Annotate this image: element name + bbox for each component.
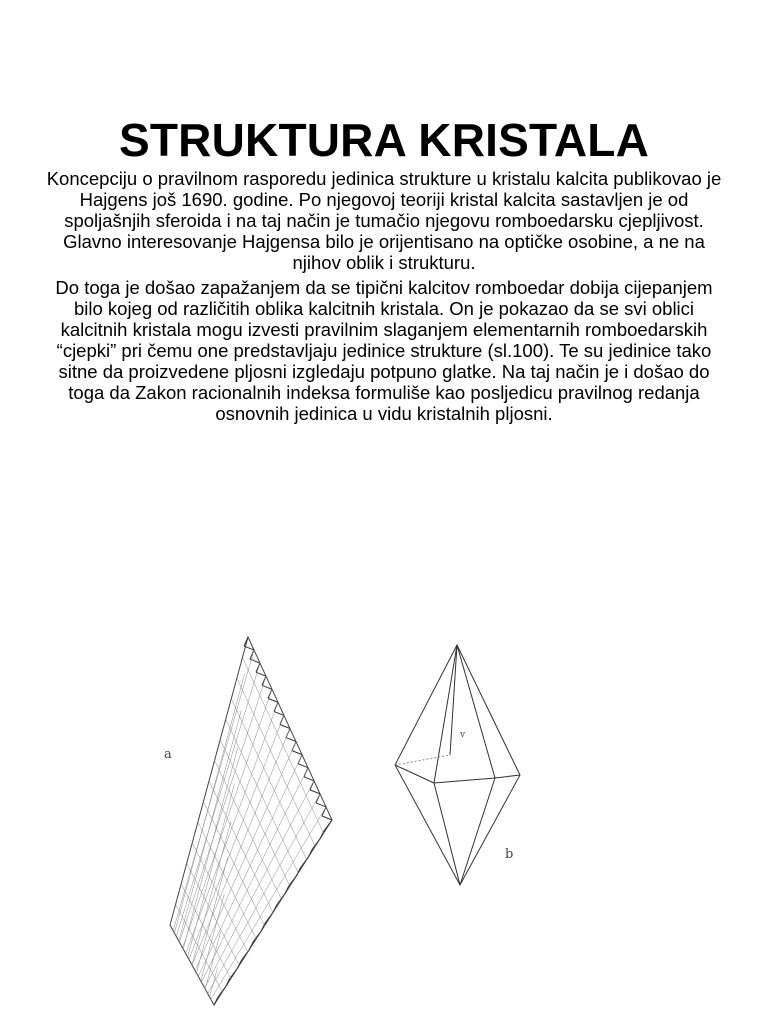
figure-label-a: a (164, 747, 172, 762)
paragraph-2: Do toga je došao zapažanjem da se tipični kalcitov romboedar dobija cijepanjem bilo kojeg od različitih oblika kalcitnih kristala. On je pokazao da se svi oblici kalcitnih kristala mogu izvesti pravilnim slaganjem elementarnih romboedarskih “cjepki” pri čemu one predstavljaju jedinice strukture (sl.100). Te su jedinice tako sitne da proizvedene pljosni izgledaju potpuno glatke. Na taj način je i došao do toga da Zakon racionalnih indeksa formuliše kao posljedicu pravilnog redanja osnovnih jedinica u vidu kristalnih pljosni. (55, 277, 713, 424)
scalenohedron-b (395, 645, 520, 885)
page-title: STRUKTURA KRISTALA (119, 113, 649, 166)
crystal-figure (150, 625, 550, 1020)
crystal-figure-drawing (150, 625, 550, 1020)
stepped-crystal-a (170, 637, 332, 1005)
paragraph-1: Koncepciju o pravilnom rasporedu jedinica strukture u kristalu kalcita publikovao je Hajgens još 1690. godine. Po njegovoj teoriji kristal kalcita sastavljen je od spoljašnjih sferoida i na taj način je tumačio njegovu romboedarsku cjepljivost. Glavno interesovanje Hajgensa bilo je orijentisano na optičke osobine, a ne na njihov oblik i strukturu. (46, 168, 722, 273)
body-text (40, 168, 728, 428)
figure-label-b: b (505, 847, 514, 862)
figure-label-v: v (460, 730, 466, 740)
